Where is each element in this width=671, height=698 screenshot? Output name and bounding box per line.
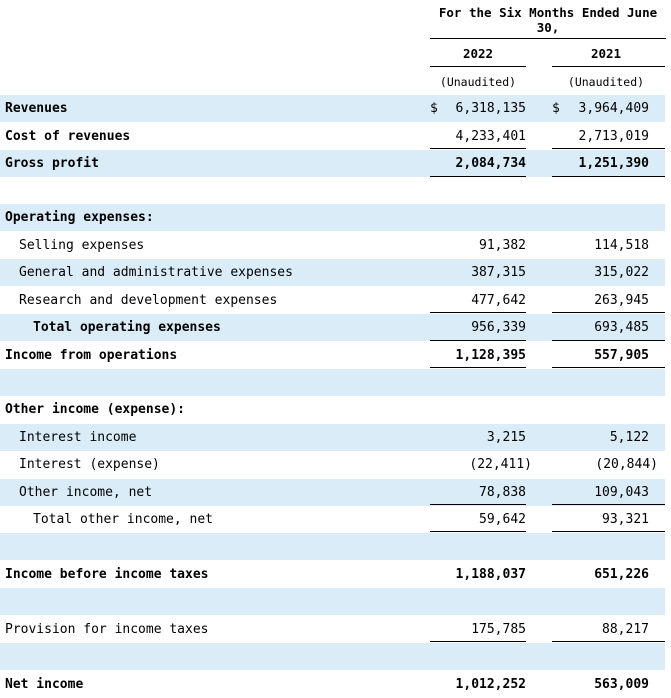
row-label: Selling expenses <box>19 238 145 253</box>
value-2022: 78,838 <box>479 485 526 500</box>
value-2022: 175,785 <box>471 622 526 637</box>
row-label: General and administrative expenses <box>19 265 293 280</box>
value-2022: 59,642 <box>479 512 526 527</box>
section-heading: Operating expenses: <box>5 210 154 225</box>
row-label: Revenues <box>5 101 68 116</box>
section-heading: Other income (expense): <box>5 402 186 417</box>
unaudited-2022-label: (Unaudited) <box>439 75 517 89</box>
value-2021: 557,905 <box>594 348 649 363</box>
spacer-row <box>0 533 665 560</box>
row-label: Total other income, net <box>33 512 214 527</box>
selling-expenses-row <box>0 232 665 259</box>
total-rule <box>552 367 665 368</box>
income-before-taxes-row <box>0 561 665 588</box>
income-from-operations-row <box>0 342 665 369</box>
unaudited-2021-label: (Unaudited) <box>567 75 645 89</box>
net-income-row <box>0 671 665 698</box>
row-label: Research and development expenses <box>19 293 278 308</box>
interest-expense-row <box>0 451 665 478</box>
year-2022-heading: 2022 <box>462 46 494 61</box>
value-2021: 93,321 <box>602 512 649 527</box>
value-2022: 477,642 <box>471 293 526 308</box>
subtotal-rule <box>430 312 526 313</box>
provision-income-taxes-row <box>0 616 665 643</box>
value-2022: 1,128,395 <box>455 348 526 363</box>
interest-income-row <box>0 424 665 451</box>
total-operating-expenses-row <box>0 314 665 341</box>
row-label: Interest income <box>19 430 137 445</box>
operating-expenses-heading-row <box>0 204 665 231</box>
row-label: Net income <box>5 677 84 692</box>
value-2021: 109,043 <box>594 485 649 500</box>
value-2021: 88,217 <box>602 622 649 637</box>
value-2022: 387,315 <box>471 265 526 280</box>
subtotal-rule <box>552 340 665 341</box>
revenues-row <box>0 95 665 122</box>
spacer-row <box>0 588 665 615</box>
subtotal-rule <box>552 641 665 642</box>
value-2022: (22,411) <box>469 457 532 472</box>
research-development-row <box>0 287 665 314</box>
value-2021: (20,844) <box>595 457 658 472</box>
value-2021: 693,485 <box>594 320 649 335</box>
year-2021-rule <box>552 66 665 67</box>
row-label: Interest (expense) <box>19 457 160 472</box>
other-income-net-row <box>0 479 665 506</box>
value-2022: 3,215 <box>486 430 526 445</box>
subtotal-rule <box>430 531 526 532</box>
value-2021: 114,518 <box>594 238 649 253</box>
row-label: Provision for income taxes <box>5 622 209 637</box>
total-rule <box>430 367 526 368</box>
value-2022: 956,339 <box>471 320 526 335</box>
row-label: Other income, net <box>19 485 153 500</box>
value-2022: 91,382 <box>479 238 526 253</box>
general-admin-row <box>0 259 665 286</box>
value-2022: 6,318,135 <box>455 101 526 116</box>
value-2021: 1,251,390 <box>578 156 649 171</box>
value-2022: 2,084,734 <box>455 156 526 171</box>
value-2022: 1,012,252 <box>455 677 526 692</box>
value-2021: 3,964,409 <box>578 101 649 116</box>
subtotal-rule <box>430 641 526 642</box>
value-2021: 563,009 <box>594 677 649 692</box>
period-heading: For the Six Months Ended June 30, <box>438 5 658 35</box>
subtotal-rule <box>552 148 665 149</box>
row-label: Income from operations <box>5 348 178 363</box>
subtotal-rule <box>430 504 526 505</box>
spacer-row <box>0 369 665 396</box>
value-2021: 263,945 <box>594 293 649 308</box>
subtotal-rule <box>430 340 526 341</box>
subtotal-rule <box>552 531 665 532</box>
subtotal-rule <box>552 504 665 505</box>
year-2021-heading: 2021 <box>590 46 622 61</box>
row-label: Gross profit <box>5 156 99 171</box>
cost-of-revenues-row <box>0 123 665 150</box>
row-label: Cost of revenues <box>5 129 131 144</box>
value-2021: 315,022 <box>594 265 649 280</box>
year-2022-rule <box>430 66 526 67</box>
gross-profit-row <box>0 150 665 177</box>
spacer-row <box>0 177 665 204</box>
spacer-row <box>0 643 665 670</box>
other-income-heading-row <box>0 396 665 423</box>
value-2022: 1,188,037 <box>455 567 526 582</box>
value-2021: 2,713,019 <box>578 129 649 144</box>
currency-symbol: $ <box>430 101 438 116</box>
header-rule <box>430 38 666 39</box>
subtotal-rule <box>552 312 665 313</box>
value-2022: 4,233,401 <box>455 129 526 144</box>
subtotal-rule <box>430 148 526 149</box>
row-label: Income before income taxes <box>5 567 209 582</box>
value-2021: 651,226 <box>594 567 649 582</box>
currency-symbol: $ <box>552 101 560 116</box>
row-label: Total operating expenses <box>33 320 221 335</box>
total-other-income-row <box>0 506 665 533</box>
value-2021: 5,122 <box>609 430 649 445</box>
